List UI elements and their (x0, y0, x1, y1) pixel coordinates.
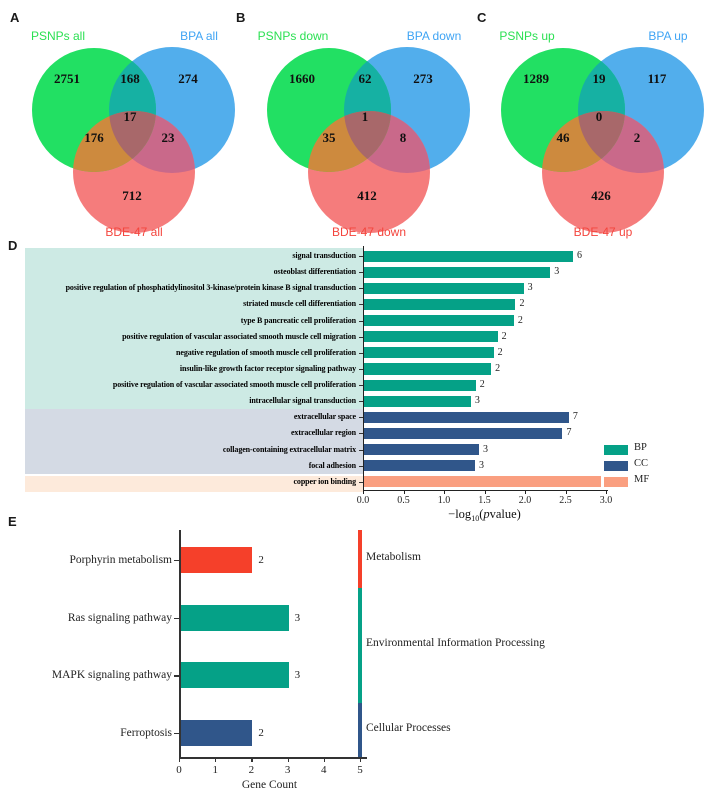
go-bar (364, 476, 601, 487)
venn-diagram-down (238, 10, 473, 240)
legend-swatch-BP (604, 445, 628, 455)
go-bar (364, 363, 491, 374)
kegg-bar-count: 2 (258, 727, 264, 740)
venn-count-c_only: 426 (591, 188, 611, 203)
x-tick-label: 3.0 (599, 494, 613, 506)
venn-set-label-bpa: BPA up (648, 29, 688, 43)
x-tick-mark (179, 757, 180, 762)
go-bar (364, 428, 562, 439)
go-term-label: collagen-containing extracellular matrix (222, 444, 356, 454)
x-axis-title-part: −log (448, 506, 472, 521)
x-tick-label: 0.5 (397, 494, 410, 506)
go-term-label: type B pancreatic cell proliferation (240, 315, 356, 325)
venn-count-c_only: 712 (122, 188, 142, 203)
go-enrichment-chart (0, 240, 712, 523)
go-bar-count: 2 (519, 298, 525, 310)
x-tick-label: 2.0 (518, 494, 532, 506)
pathway-label: MAPK signaling pathway (51, 669, 172, 682)
venn-set-label-bpa: BPA all (180, 29, 218, 43)
go-term-label: focal adhesion (308, 460, 356, 470)
x-tick-mark (485, 490, 486, 494)
venn-diagram-up (472, 10, 707, 240)
go-bar-count: 3 (483, 443, 489, 455)
venn-count-ac: 46 (556, 130, 570, 145)
kegg-bar (180, 605, 289, 631)
x-tick-mark (363, 490, 364, 494)
x-tick-label: 1 (212, 764, 218, 776)
venn-set-label-psnps: PSNPs down (257, 29, 329, 43)
venn-count-c_only: 412 (357, 188, 377, 203)
venn-count-b_only: 273 (413, 71, 433, 86)
x-tick-mark (324, 757, 325, 762)
legend-swatch-CC (604, 461, 628, 471)
go-term-label: extracellular space (293, 412, 356, 422)
go-term-label: positive regulation of phosphatidylinositol 3-kinase/protein kinase B signal transduction (65, 283, 356, 293)
kegg-bar-count: 2 (258, 554, 264, 566)
go-bar-count: 3 (474, 395, 480, 407)
x-tick-mark (606, 490, 607, 494)
go-bar-count: 2 (495, 362, 501, 374)
kegg-enrichment-chart (0, 515, 712, 788)
go-bar-count: 3 (478, 459, 484, 471)
category-strip-segment (358, 703, 362, 758)
go-bar (364, 267, 550, 278)
venn-set-label-bde47: BDE-47 up (573, 225, 633, 239)
x-tick-mark (444, 490, 445, 494)
x-axis-title-part: value) (489, 506, 521, 521)
x-axis-line (179, 757, 367, 759)
legend-label-CC: CC (634, 458, 649, 469)
kegg-bar (180, 547, 252, 573)
venn-set-label-bde47: BDE-47 down (331, 225, 407, 239)
go-term-label: copper ion binding (293, 476, 356, 486)
legend-label-MF: MF (634, 474, 650, 485)
venn-count-ab: 168 (120, 71, 140, 86)
go-term-label: osteoblast differentiation (273, 267, 356, 277)
category-strip-label: Environmental Information Processing (366, 637, 545, 650)
venn-set-label-bde47: BDE-47 all (105, 225, 163, 239)
x-tick-label: 1.5 (478, 494, 491, 506)
venn-count-a_only: 1660 (289, 71, 315, 86)
venn-count-bc: 8 (399, 130, 407, 145)
venn-overlap-abc-clip (32, 48, 156, 172)
legend-swatch-MF (604, 477, 628, 487)
y-axis-line (363, 246, 364, 490)
venn-count-ac: 176 (84, 130, 104, 145)
panel-label-b: B (236, 10, 246, 25)
go-term-label: signal transduction (292, 251, 356, 260)
venn-diagram-all (3, 10, 238, 240)
go-term-label: striated muscle cell differentiation (243, 299, 356, 309)
go-bar-count: 3 (554, 266, 560, 278)
venn-set-label-bpa: BPA down (406, 29, 462, 43)
kegg-bar (180, 720, 252, 746)
venn-count-ab: 62 (358, 71, 372, 86)
venn-count-a_only: 1289 (523, 71, 549, 86)
venn-count-b_only: 117 (647, 71, 667, 86)
go-bar (364, 460, 475, 471)
venn-set-label-psnps: PSNPs up (499, 29, 555, 43)
go-term-label: insulin-like growth factor receptor signaling pathway (179, 363, 356, 373)
go-bar (364, 444, 479, 455)
x-axis-title-part: 10 (471, 513, 480, 523)
venn-count-abc: 0 (595, 109, 603, 124)
x-tick-mark (288, 757, 289, 762)
go-bar-count: 2 (517, 314, 523, 326)
go-term-label: positive regulation of vascular associated smooth muscle cell proliferation (112, 380, 356, 390)
y-axis-line (179, 530, 181, 757)
venn-overlap-abc-clip (501, 48, 625, 172)
x-axis-title: Gene Count (241, 779, 298, 788)
venn-set-label-psnps: PSNPs all (30, 29, 86, 43)
venn-count-ac: 35 (322, 130, 336, 145)
go-bar (364, 283, 524, 294)
go-bar-count: 7 (566, 427, 572, 439)
go-bar (364, 347, 494, 358)
x-tick-label: 0 (176, 764, 182, 776)
go-bar (364, 412, 569, 423)
panel-label-a: A (10, 10, 20, 25)
venn-count-b_only: 274 (178, 71, 198, 86)
go-term-label: intracellular signal transduction (249, 396, 356, 406)
x-tick-label: 3 (284, 764, 291, 776)
go-bar-count: 3 (527, 282, 533, 294)
go-bar-count: 7 (572, 411, 578, 423)
category-strip-segment (358, 530, 362, 588)
go-bar-count: 2 (479, 379, 485, 391)
x-tick-label: 0.0 (356, 494, 370, 506)
category-strip-label: Cellular Processes (366, 722, 451, 735)
go-term-label: positive regulation of vascular associated smooth muscle cell migration (122, 331, 356, 341)
x-tick-mark (525, 490, 526, 494)
x-tick-label: 1.0 (437, 494, 451, 506)
x-tick-mark (360, 757, 361, 762)
pathway-label: Porphyrin metabolism (69, 554, 172, 566)
kegg-bar-count: 3 (294, 611, 301, 624)
venn-count-abc: 1 (361, 109, 369, 124)
panel-label-e: E (8, 514, 17, 529)
venn-count-abc: 17 (123, 109, 137, 124)
kegg-bar (180, 662, 289, 688)
kegg-bar-count: 3 (294, 669, 301, 682)
go-bar (364, 251, 573, 262)
go-term-label: negative regulation of smooth muscle cell proliferation (176, 347, 356, 357)
x-tick-mark (215, 757, 216, 762)
venn-count-ab: 19 (592, 71, 606, 86)
x-tick-mark (404, 490, 405, 494)
legend-label-BP: BP (634, 442, 647, 453)
go-bar (364, 299, 515, 310)
venn-count-bc: 23 (161, 130, 175, 145)
x-axis-line (363, 490, 608, 491)
go-bar-count: 6 (576, 250, 582, 261)
go-bar-count: 2 (501, 330, 507, 342)
x-tick-mark (251, 757, 252, 762)
go-bar (364, 331, 498, 342)
x-axis-title-part: p (483, 506, 490, 521)
venn-count-a_only: 2751 (54, 71, 80, 86)
venn-count-bc: 2 (633, 130, 641, 145)
venn-overlap-abc-clip (267, 48, 391, 172)
panel-label-d: D (8, 238, 18, 253)
pathway-label: Ras signaling pathway (67, 611, 172, 624)
go-bar (364, 315, 514, 326)
go-bar (364, 380, 476, 391)
x-tick-label: 4 (321, 764, 327, 776)
x-tick-label: 2 (248, 764, 255, 776)
go-bar (364, 396, 471, 407)
x-tick-label: 5 (357, 764, 363, 776)
category-strip-label: Metabolism (366, 551, 421, 563)
panel-label-c: C (477, 10, 487, 25)
pathway-label: Ferroptosis (120, 727, 172, 740)
x-axis-title-part: ( (479, 506, 484, 521)
go-term-label: extracellular region (290, 428, 356, 438)
x-tick-label: 2.5 (559, 494, 572, 506)
go-bar-count: 2 (497, 346, 503, 358)
category-strip-segment (358, 588, 362, 703)
x-tick-mark (566, 490, 567, 494)
